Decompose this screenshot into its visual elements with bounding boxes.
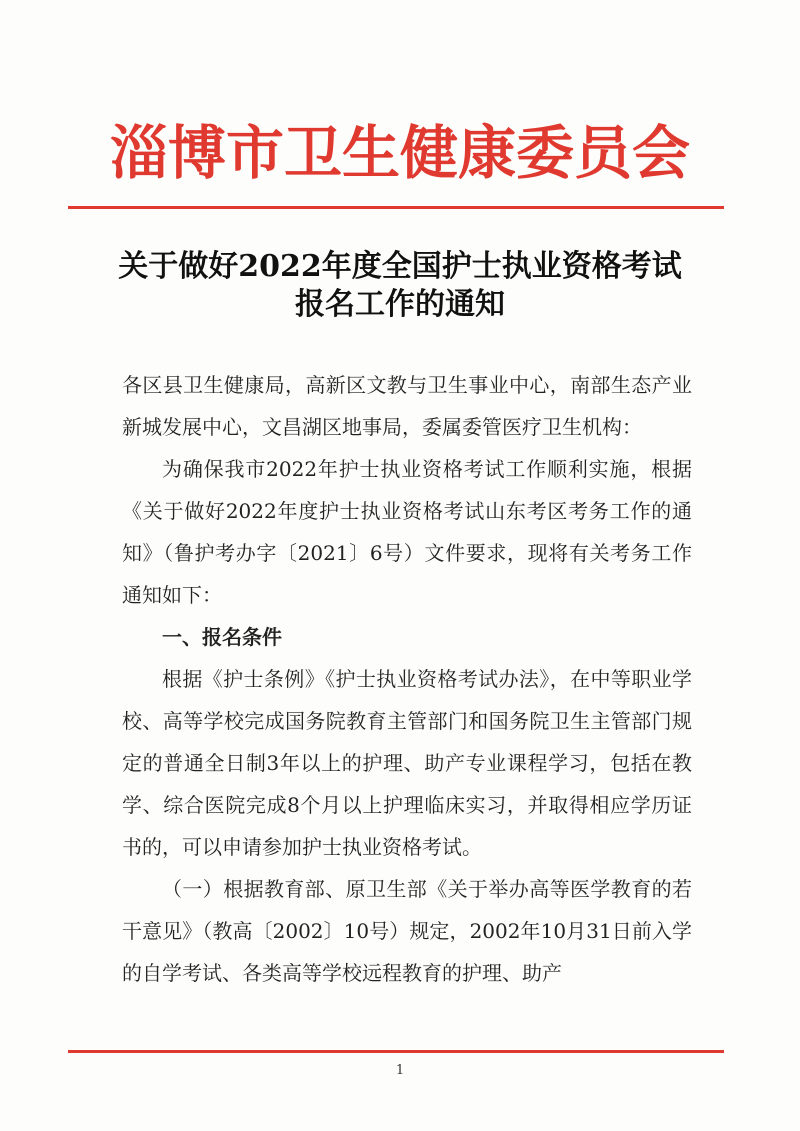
subsection-paragraph: （一）根据教育部、原卫生部《关于举办高等医学教育的若干意见》（教高〔2002〕10号）规定，2002年10月31日前入学的自学考试、各类高等学校远程教育的护理、助产 [122, 877, 692, 985]
intro-paragraph: 为确保我市2022年护士执业资格考试工作顺利实施，根据《关于做好2022年度护士执业资格考试山东考区考务工作的通知》（鲁护考办字〔2021〕6号）文件要求，现将有关考务工作通知如下： [122, 457, 692, 607]
document-title-line-1: 关于做好2022年度全国护士执业资格考试 [118, 249, 682, 284]
footer-divider [68, 1050, 724, 1053]
section-heading: 一、报名条件 [162, 625, 282, 649]
document-body [122, 364, 692, 994]
org-header: 淄博市卫生健康委员会 [109, 119, 690, 187]
addressee: 各区县卫生健康局，高新区文教与卫生事业中心，南部生态产业新城发展中心，文昌湖区地事局，委属委管医疗卫生机构： [122, 373, 692, 439]
header-divider [68, 206, 724, 209]
document-title-line-2: 报名工作的通知 [295, 287, 505, 322]
page-number: 1 [395, 1063, 405, 1078]
section-paragraph: 根据《护士条例》《护士执业资格考试办法》，在中等职业学校、高等学校完成国务院教育主管部门和国务院卫生主管部门规定的普通全日制3年以上的护理、助产专业课程学习，包括在教学、综合医院完成8个月以上护理临床实习，并取得相应学历证书的，可以申请参加护士执业资格考试。 [122, 667, 692, 859]
